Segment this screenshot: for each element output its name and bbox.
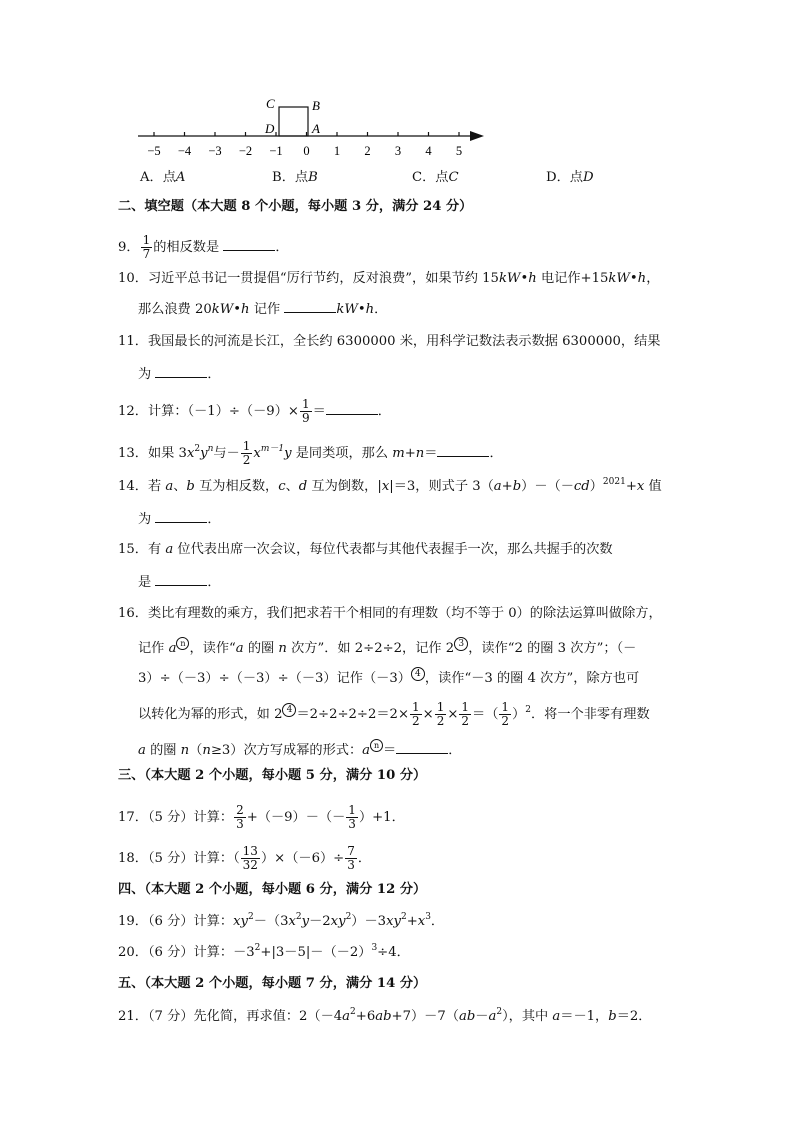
fraction: $\frac{1}{2}$ — [242, 439, 251, 467]
fraction: $\frac{1}{2}$ — [412, 700, 420, 728]
answer-blank[interactable] — [284, 300, 336, 313]
tick-label: −2 — [238, 144, 253, 158]
fraction: $\frac{2}{3}$ — [236, 803, 244, 831]
tick-label: 1 — [333, 144, 341, 158]
question-21: 21．（7 分）先化简，再求值：$2(-4a^2+6ab+7)-7(ab-a^2)$，其中 a＝－1，b＝2． — [118, 1007, 652, 1024]
question-20: 20．（6 分）计算：$-3^2+|3-5|-(-2)^3\div 4$． — [118, 943, 410, 960]
point-label-c: C — [266, 96, 275, 111]
question-11-line-2: 为 ． — [138, 367, 221, 382]
point-label-a: A — [312, 121, 320, 136]
answer-blank[interactable] — [155, 510, 207, 523]
section-2-heading: 二、填空题（本大题 8 个小题，每小题 3 分，满分 24 分） — [118, 199, 473, 214]
answer-blank[interactable] — [326, 402, 378, 415]
question-16-line-1: 16．类比有理数的乘方，我们把求若干个相同的有理数（均不等于 0）的除法运算叫做除方， — [118, 606, 662, 621]
question-9: 9． $\frac{1}{7}$ 的相反数是 ． — [118, 233, 289, 261]
fraction: $\frac{1}{9}$ — [301, 397, 310, 425]
fraction: $\frac{1}{3}$ — [348, 803, 356, 831]
tick-label: 4 — [425, 144, 432, 158]
option-c[interactable]: C．点C — [412, 170, 459, 185]
answer-blank[interactable] — [155, 573, 207, 586]
option-d[interactable]: D．点D — [546, 170, 594, 185]
point-label-d: D — [265, 121, 275, 136]
question-14-line-1: 14．若 a、b 互为相反数，c、d 互为倒数，|x|＝3，则式子 $3(a+b)-(-cd)^{2021}+x$ 值 — [118, 477, 662, 494]
question-10-line-2: 那么浪费 20kW•h 记作 kW•h． — [138, 302, 388, 317]
option-a[interactable]: A．点A — [140, 170, 186, 185]
arrow-icon — [470, 131, 484, 141]
question-16-line-3: 3）÷（－3）÷（－3）÷（－3）记作（－3） 4 ，读作“－3 的圈 4 次方”，除方也可 — [138, 669, 640, 686]
tick-label: 3 — [394, 144, 402, 158]
question-12: 12．计算：（－1）÷（－9）× $\frac{1}{9}$ ＝ ． — [118, 397, 391, 425]
tick-label: −1 — [269, 144, 283, 158]
answer-blank[interactable] — [396, 741, 448, 754]
question-19: 19．（6 分）计算：$xy^2-(3x^2y-2xy^2)-3xy^2+x^3$． — [118, 912, 445, 929]
question-16-line-2: 记作 a n ，读作“a 的圈 n 次方”．如 2÷2÷2，记作 2 3 ，读作“2 的圈 3 次方”；（－ — [138, 639, 637, 656]
answer-blank[interactable] — [437, 444, 489, 457]
option-b[interactable]: B．点B — [272, 170, 318, 185]
tick-labels — [147, 144, 462, 158]
question-14-line-2: 为 ． — [138, 512, 221, 527]
section-4-heading: 四、（本大题 2 个小题，每小题 6 分，满分 12 分） — [118, 882, 427, 897]
section-3-heading: 三、（本大题 2 个小题，每小题 5 分，满分 10 分） — [118, 768, 427, 783]
tick-marks — [154, 132, 459, 136]
question-18: 18．（5 分）计算：（ $\frac{13}{32}$ ）×（－6）÷ $\frac{7}{3}$ ． — [118, 844, 372, 872]
question-13: 13．如果 $3x^2y^n$与－ $\frac{1}{2}$ $x^{m-1}y$ 是同类项，那么 m+n＝ ． — [118, 439, 503, 467]
fraction: $\frac{1}{2}$ — [461, 700, 470, 728]
tick-label: 0 — [303, 144, 310, 158]
question-10-line-1: 10．习近平总书记一贯提倡“厉行节约，反对浪费”，如果节约 15kW•h 电记作+15kW•h， — [118, 271, 660, 286]
answer-blank[interactable] — [155, 365, 207, 378]
question-16-line-4: 以转化为幂的形式，如 2 4 ＝2÷2÷2÷2＝2× $\frac{1}{2}$ × $\frac{1}{2}$ × $\frac{1}{2}$ ＝（ $\frac{1}{2}$ ）$^2$．将一个非零有理数 — [138, 700, 650, 728]
answer-blank[interactable] — [223, 238, 275, 251]
section-5-heading: 五、（本大题 2 个小题，每小题 7 分，满分 14 分） — [118, 976, 427, 991]
fraction: $\frac{7}{3}$ — [347, 844, 355, 872]
tick-label: 2 — [364, 144, 371, 158]
tick-label: 5 — [455, 144, 463, 158]
point-label-b: B — [312, 98, 320, 113]
number-line-figure — [120, 88, 500, 168]
fraction: $\frac{13}{32}$ — [242, 844, 258, 872]
question-16-line-5: a 的圈 n（n≥3）次方写成幂的形式：a n ＝ ． — [138, 741, 462, 758]
question-17: 17．（5 分）计算： $\frac{2}{3}$ +（－9）－（－ $\frac{1}{3}$ ）+1． — [118, 803, 405, 831]
fraction: $\frac{1}{2}$ — [501, 700, 510, 728]
question-15-line-2: 是 ． — [138, 575, 221, 590]
tick-label: −3 — [208, 144, 222, 158]
tick-label: −5 — [147, 144, 161, 158]
question-11-line-1: 11．我国最长的河流是长江，全长约 6300000 米，用科学记数法表示数据 6300000，结果 — [118, 334, 661, 349]
square-shape — [279, 107, 308, 136]
question-15-line-1: 15．有 a 位代表出席一次会议，每位代表都与其他代表握手一次，那么共握手的次数 — [118, 542, 613, 557]
tick-label: −4 — [177, 144, 192, 158]
fraction: $\frac{1}{7}$ — [142, 233, 151, 261]
fraction: $\frac{1}{2}$ — [436, 700, 445, 728]
